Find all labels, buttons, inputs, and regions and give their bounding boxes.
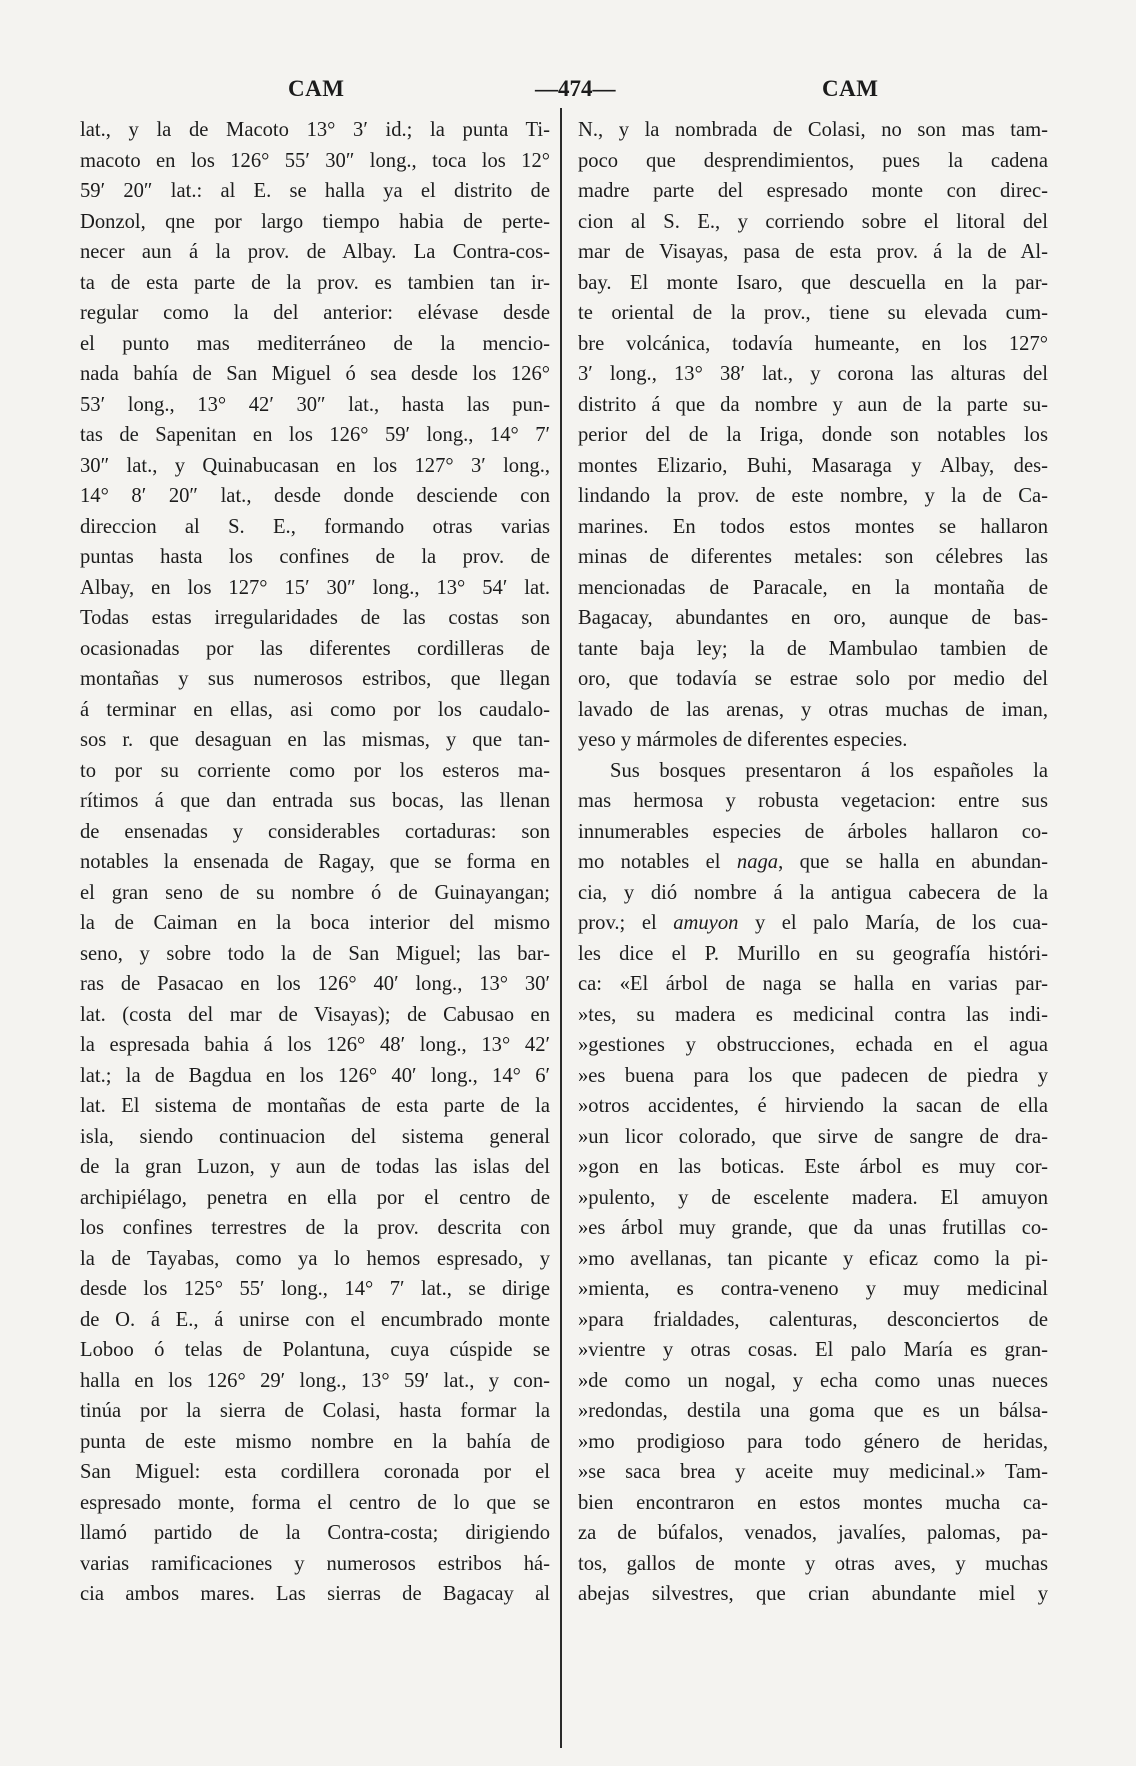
left-column xyxy=(80,115,550,1610)
text-line: regular como la del anterior: elévase desde xyxy=(80,302,550,324)
text-line: mo notables el naga, que se halla en abundan- xyxy=(578,851,1048,873)
text-line: »mo avellanas, tan picante y eficaz como la pi- xyxy=(578,1247,1048,1270)
text-line: oro, que todavía se estrae solo por medio del xyxy=(578,668,1048,690)
text-line: montes Elizario, Buhi, Masaraga y Albay, des- xyxy=(578,454,1048,477)
text-line: ca: «El árbol de naga se halla en varias par- xyxy=(578,973,1048,995)
text-line: perior del de la Iriga, donde son notables los xyxy=(578,424,1048,446)
text-line: seno, y sobre todo la de San Miguel; las bar- xyxy=(80,942,550,965)
text-line: »pulento, y de escelente madera. El amuyon xyxy=(578,1186,1048,1209)
text-line: lavado de las arenas, y otras muchas de iman, xyxy=(578,698,1048,721)
text-line: 30″ lat., y Quinabucasan en los 127° 3′ long., xyxy=(80,454,550,477)
text-line: San Miguel: esta cordillera coronada por el xyxy=(80,1461,550,1483)
text-line: »tes, su madera es medicinal contra las indi- xyxy=(578,1003,1048,1026)
text-line: te oriental de la prov., tiene su elevada cum- xyxy=(578,302,1048,324)
text-line: abejas silvestres, que crian abundante miel y xyxy=(578,1583,1048,1605)
text-line: llamó partido de la Contra-costa; dirigiendo xyxy=(80,1522,550,1544)
text-line: innumerables especies de árboles hallaron co- xyxy=(578,820,1048,843)
column-divider xyxy=(560,108,562,1748)
text-line: les dice el P. Murillo en su geografía históri- xyxy=(578,942,1048,965)
text-line: ocasionadas por las diferentes cordilleras de xyxy=(80,637,550,660)
text-line: cion al S. E., y corriendo sobre el litoral del xyxy=(578,210,1048,233)
text-line: mas hermosa y robusta vegetacion: entre sus xyxy=(578,790,1048,812)
text-line: N., y la nombrada de Colasi, no son mas tam- xyxy=(578,119,1048,141)
text-line: necer aun á la prov. de Albay. La Contra-cos- xyxy=(80,241,550,263)
text-line: »es árbol muy grande, que da unas frutillas co- xyxy=(578,1217,1048,1239)
text-line: to por su corriente como por los esteros ma- xyxy=(80,759,550,782)
text-line: la de Caiman en la boca interior del mismo xyxy=(80,912,550,934)
text-line: el punto mas mediterráneo de la mencio- xyxy=(80,332,550,355)
text-line: punta de este mismo nombre en la bahía de xyxy=(80,1430,550,1453)
text-line: espresado monte, forma el centro de lo que se xyxy=(80,1491,550,1514)
text-line: desde los 125° 55′ long., 14° 7′ lat., se dirige xyxy=(80,1278,550,1300)
right-column xyxy=(578,115,1048,1610)
text-line: »vientre y otras cosas. El palo María es gran- xyxy=(578,1339,1048,1361)
text-line: nada bahía de San Miguel ó sea desde los 126° xyxy=(80,363,550,385)
text-line: archipiélago, penetra en ella por el centro de xyxy=(80,1186,550,1209)
text-line: la espresada bahia á los 126° 48′ long., 13° 42′ xyxy=(80,1034,550,1056)
text-line: sos r. que desaguan en las mismas, y que tan- xyxy=(80,729,550,751)
text-line: bien encontraron en estos montes mucha ca- xyxy=(578,1491,1048,1514)
text-line: direccion al S. E., formando otras varias xyxy=(80,515,550,538)
text-line: »es buena para los que padecen de piedra y xyxy=(578,1064,1048,1087)
text-line: »mienta, es contra-veneno y muy medicinal xyxy=(578,1278,1048,1300)
text-line: »de como un nogal, y echa como unas nueces xyxy=(578,1369,1048,1392)
text-line: 53′ long., 13° 42′ 30″ lat., hasta las pun- xyxy=(80,393,550,416)
text-line: poco que desprendimientos, pues la cadena xyxy=(578,149,1048,172)
text-line: bay. El monte Isaro, que descuella en la par- xyxy=(578,271,1048,294)
text-line: cia ambos mares. Las sierras de Bagacay al xyxy=(80,1583,550,1605)
text-line: isla, siendo continuacion del sistema general xyxy=(80,1125,550,1148)
text-line: los confines terrestres de la prov. descrita con xyxy=(80,1217,550,1239)
running-head-right: CAM xyxy=(822,76,879,101)
text-line: mencionadas de Paracale, en la montaña de xyxy=(578,576,1048,599)
text-line: halla en los 126° 29′ long., 13° 59′ lat., y con- xyxy=(80,1369,550,1392)
text-line: notables la ensenada de Ragay, que se forma en xyxy=(80,851,550,873)
text-line: de la gran Luzon, y aun de todas las islas del xyxy=(80,1156,550,1178)
text-line: »gestiones y obstrucciones, echada en el agua xyxy=(578,1034,1048,1056)
text-line: lindando la prov. de este nombre, y la de Ca- xyxy=(578,485,1048,507)
text-line: montañas y sus numerosos estribos, que llegan xyxy=(80,668,550,690)
text-line: tante baja ley; la de Mambulao tambien de xyxy=(578,637,1048,660)
text-line: varias ramificaciones y numerosos estribos há- xyxy=(80,1552,550,1575)
text-line: rítimos á que dan entrada sus bocas, las llenan xyxy=(80,790,550,812)
text-line: ras de Pasacao en los 126° 40′ long., 13° 30′ xyxy=(80,973,550,995)
text-line: za de búfalos, venados, javalíes, palomas, pa- xyxy=(578,1522,1048,1544)
text-line: de O. á E., á unirse con el encumbrado monte xyxy=(80,1308,550,1331)
text-line: »otros accidentes, é hirviendo la sacan de ella xyxy=(578,1095,1048,1117)
text-line: Loboo ó telas de Polantuna, cuya cúspide se xyxy=(80,1339,550,1361)
text-line: minas de diferentes metales: son célebres las xyxy=(578,546,1048,568)
text-line: Sus bosques presentaron á los españoles la xyxy=(610,759,1048,782)
text-line: yeso y mármoles de diferentes especies. xyxy=(578,729,908,751)
running-head-left: CAM xyxy=(288,76,345,101)
text-line: marines. En todos estos montes se hallaron xyxy=(578,515,1048,538)
text-line: 3′ long., 13° 38′ lat., y corona las alturas del xyxy=(578,363,1048,385)
text-line: tos, gallos de monte y otras aves, y muchas xyxy=(578,1552,1048,1575)
text-line: lat., y la de Macoto 13° 3′ id.; la punta Ti- xyxy=(80,119,550,141)
text-line: prov.; el amuyon y el palo María, de los cua- xyxy=(578,912,1048,934)
text-line: »mo prodigioso para todo género de heridas, xyxy=(578,1430,1048,1453)
text-line: la de Tayabas, como ya lo hemos espresado, y xyxy=(80,1247,550,1270)
text-line: »se saca brea y aceite muy medicinal.» Tam- xyxy=(578,1461,1048,1483)
text-line: Bagacay, abundantes en oro, aunque de bas- xyxy=(578,607,1048,629)
text-line: »para frialdades, calenturas, desconciertos de xyxy=(578,1308,1048,1331)
page-number: —474— xyxy=(535,76,616,101)
text-line: Donzol, qne por largo tiempo habia de perte- xyxy=(80,210,550,233)
text-line: de ensenadas y considerables cortaduras: son xyxy=(80,820,550,843)
text-line: lat.; la de Bagdua en los 126° 40′ long., 14° 6′ xyxy=(80,1064,550,1087)
text-line: tinúa por la sierra de Colasi, hasta formar la xyxy=(80,1400,550,1422)
text-line: ta de esta parte de la prov. es tambien tan ir- xyxy=(80,271,550,294)
text-line: 14° 8′ 20″ lat., desde donde desciende con xyxy=(80,485,550,507)
text-line: á terminar en ellas, asi como por los caudalo- xyxy=(80,698,550,721)
text-line: cia, y dió nombre á la antigua cabecera de la xyxy=(578,881,1048,904)
text-line: distrito á que da nombre y aun de la parte su- xyxy=(578,393,1048,416)
text-line: »gon en las boticas. Este árbol es muy cor- xyxy=(578,1156,1048,1178)
text-line: Albay, en los 127° 15′ 30″ long., 13° 54′ lat. xyxy=(80,576,550,599)
text-line: lat. (costa del mar de Visayas); de Cabusao en xyxy=(80,1003,550,1026)
text-line: lat. El sistema de montañas de esta parte de la xyxy=(80,1095,550,1117)
text-line: »redondas, destila una goma que es un bálsa- xyxy=(578,1400,1048,1422)
text-line: madre parte del espresado monte con direc- xyxy=(578,180,1048,202)
text-line: puntas hasta los confines de la prov. de xyxy=(80,546,550,568)
page-header xyxy=(0,76,1136,112)
text-line: »un licor colorado, que sirve de sangre de dra- xyxy=(578,1125,1048,1148)
text-line: macoto en los 126° 55′ 30″ long., toca los 12° xyxy=(80,149,550,172)
text-line: el gran seno de su nombre ó de Guinayangan; xyxy=(80,881,550,904)
text-line: bre volcánica, todavía humeante, en los 127° xyxy=(578,332,1048,355)
text-line: 59′ 20″ lat.: al E. se halla ya el distrito de xyxy=(80,180,550,202)
text-line: tas de Sapenitan en los 126° 59′ long., 14° 7′ xyxy=(80,424,550,446)
text-line: mar de Visayas, pasa de esta prov. á la de Al- xyxy=(578,241,1048,263)
text-line: Todas estas irregularidades de las costas son xyxy=(80,607,550,629)
